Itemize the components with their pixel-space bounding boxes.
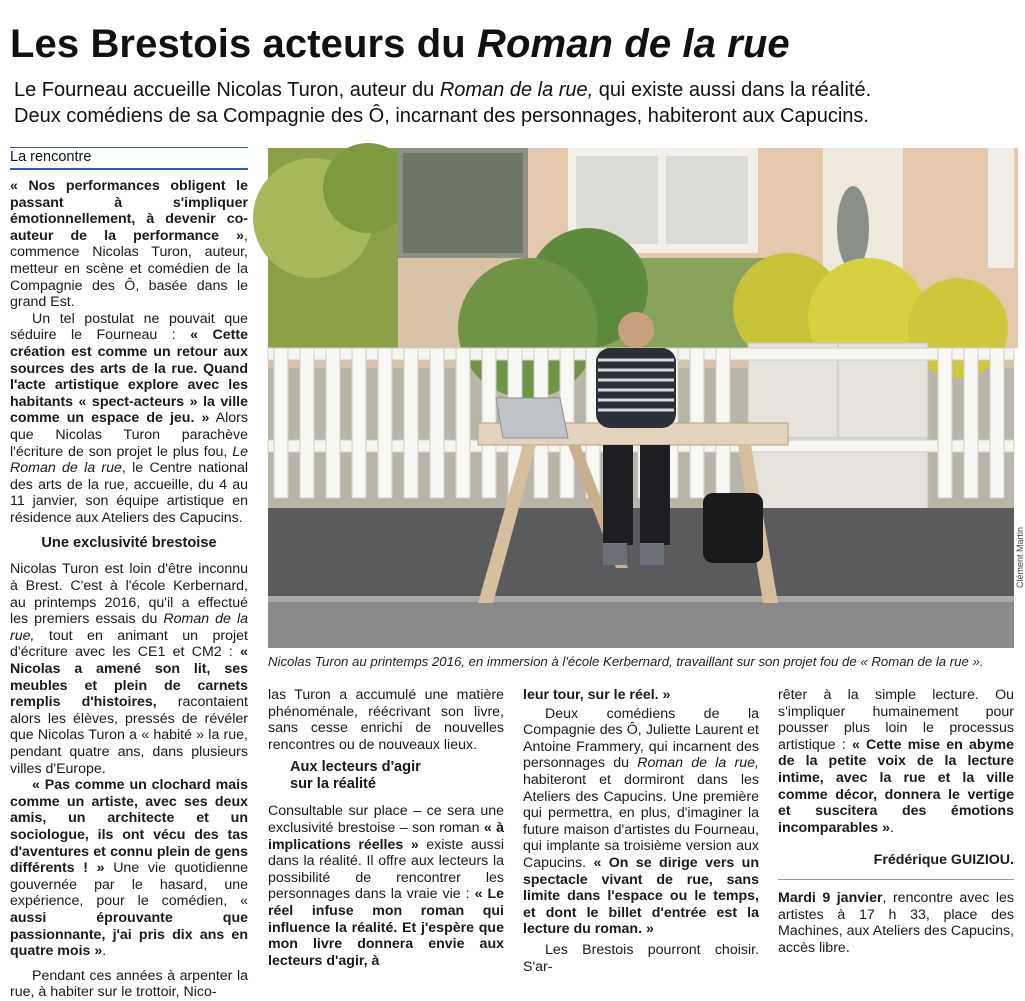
column-4 — [778, 687, 1014, 956]
standfirst-line-1 — [14, 77, 1014, 103]
standfirst — [14, 77, 1014, 129]
standfirst-text: Le Fourneau accueille Nicolas Turon, auteur du — [14, 79, 440, 101]
paragraph: Deux comédiens de la Compagnie des Ô, Juliette Laurent et Antoine Frammery, qui incarnent des personnages du Roman de la rue, habiteront et dormiront dans les Ateliers des Capucins. Une première qui permettra, en plus, d'imaginer la future maison d'artistes du Fourneau, qui implante sa troisième version aux Capucins. « On se dirige vers un spectacle vivant de rue, sans limite dans l'espace ou le temps, et dont le billet d'entrée est la lecture du roman. » — [523, 705, 759, 938]
paragraph: las Turon a accumulé une matière phénoménale, réécrivant son livre, sans cesse enrichi de nouvelles rencontres ou de nouveaux lieux. — [268, 687, 504, 753]
divider — [778, 879, 1014, 880]
subheading: Aux lecteurs d'agir sur la réalité — [290, 759, 421, 793]
event-info: Mardi 9 janvier, rencontre avec les artistes à 17 h 33, place des Machines, aux Ateliers des Capucins, accès libre. — [778, 889, 1015, 956]
photo-credit: Clément Martin — [1015, 526, 1025, 588]
photo-caption: Nicolas Turon au printemps 2016, en immersion à l'école Kerbernard, travaillant sur son projet fou de « Roman de la rue ». — [268, 654, 984, 669]
paragraph: « Nos performances obligent le passant à s'impliquer émotionnellement, à devenir co-auteur de la performance », commence Nicolas Turon, auteur, metteur en scène et comédien de la Compagnie des Ô, basée dans le grand Est. — [10, 178, 248, 311]
paragraph: Un tel postulat ne pouvait que séduire le Fourneau : « Cette création est comme un retour aux sources des arts de la rue. Quand l'acte artistique explore avec les habitants « spect-acteurs » la ville comme un espace de jeu. » Alors que Nicolas Turon parachève l'écriture de son projet le plus fou, Le Roman de la rue, le Centre national des arts de la rue, accueille, du 4 au 11 janvier, son équipe artistique en résidence aux Ateliers des Capucins. — [10, 310, 249, 526]
street-scene-image — [268, 148, 1014, 648]
column-1 — [10, 178, 248, 1001]
headline-italic: Roman de la rue — [477, 22, 790, 66]
column-3 — [523, 687, 759, 975]
paragraph: Consultable sur place – ce sera une exclusivité brestoise – son roman « à implications réelles » existe aussi dans la réalité. Il offre aux lecteurs la possibilité de rencontrer les personnages dans la vraie vie : « Le réel infuse mon roman qui influence la réalité. Et j'espère que mon livre donnera envie aux lecteurs d'agir, à — [268, 803, 505, 969]
subheading: Une exclusivité brestoise — [41, 535, 217, 552]
article-photo — [268, 148, 1014, 648]
paragraph: leur tour, sur le réel. » — [523, 687, 671, 703]
paragraph: Pendant ces années à arpenter la rue, à habiter sur le trottoir, Nico- — [10, 967, 248, 1001]
author-signature: Frédérique GUIZIOU. — [873, 852, 1014, 869]
headline — [10, 22, 790, 66]
headline-main: Les Brestois acteurs du — [10, 22, 478, 66]
standfirst-line-2: Deux comédiens de sa Compagnie des Ô, incarnant des personnages, habiteront aux Capucins. — [14, 105, 869, 127]
paragraph: « Pas comme un clochard mais comme un artiste, avec ses deux amis, un architecte et un sociologue, ils ont vécu des tas d'aventures et connu plein de gens différents ! » Une vie quotidienne gouvernée par le hasard, une expérience, pour le comédien, « aussi éprouvante que passionnante, j'ai pris dix ans en quatre mois ». — [10, 777, 249, 960]
standfirst-italic: Roman de la rue, — [439, 79, 594, 101]
kicker: La rencontre — [10, 148, 248, 170]
paragraph: Les Brestois pourront choisir. S'ar- — [523, 941, 759, 975]
column-2 — [268, 687, 504, 969]
standfirst-text: qui existe aussi dans la réalité. — [593, 79, 872, 101]
paragraph: Nicolas Turon est loin d'être inconnu à Brest. C'est à l'école Kerbernard, au printemps 2016, qu'il a effectué les premiers essais du Roman de la rue, tout en animant un projet d'écriture avec les CE1 et CM2 : « Nicolas a amené son lit, ses meubles et plein de carnets remplis d'histoires, racontaient alors les élèves, pressés de révéler que Nicolas Turon a « habité » la rue, pendant quatre ans, dans plusieurs villes d'Europe. — [10, 561, 248, 777]
paragraph: rêter à la simple lecture. Ou s'impliquer humainement pour pousser plus loin le processus artistique : « Cette mise en abyme de la petite voix de la lecture intime, avec la rue et la ville comme décor, donnera le vertige et suscitera des émotions incomparables ». — [778, 687, 1014, 836]
